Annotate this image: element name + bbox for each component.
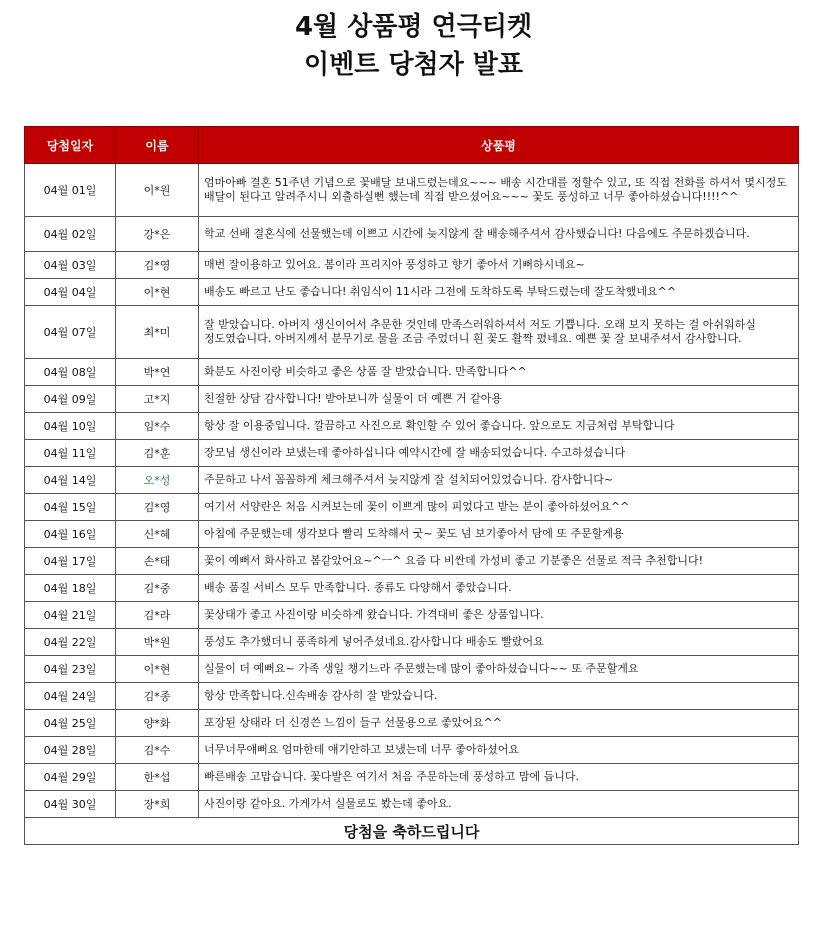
winner-review: 배송 품질 서비스 모두 만족합니다. 종류도 다양해서 좋았습니다.: [199, 575, 799, 602]
table-row: [25, 413, 799, 440]
winner-name: 김*영: [116, 252, 199, 279]
winner-review: 사진이랑 같아요. 가게가서 실물로도 봤는데 좋아요.: [199, 791, 799, 818]
table-row: [25, 386, 799, 413]
header-review: 상품평: [199, 127, 799, 164]
winner-date: 04월 07일: [25, 306, 116, 359]
table-row: [25, 683, 799, 710]
header-name: 이름: [116, 127, 199, 164]
winner-date: 04월 18일: [25, 575, 116, 602]
winner-name: 한*섭: [116, 764, 199, 791]
winner-review: 항상 잘 이용중입니다. 깔끔하고 사진으로 확인할 수 있어 좋습니다. 앞으로도 지금처럼 부탁합니다: [199, 413, 799, 440]
winner-name: 김*라: [116, 602, 199, 629]
winner-date: 04월 28일: [25, 737, 116, 764]
winner-review: 잘 받았습니다. 아버지 생신이어서 추문한 것인데 만족스러워하셔서 저도 기쁩니다. 오래 보지 못하는 걸 아쉬워하실 정도였습니다. 아버지께서 분무기로 물을 조금 주었더니 흰 꽃도 활짝 폈네요. 예쁜 꽃 잘 보내주셔서 감사합니다.: [199, 306, 799, 359]
winner-review: 주문하고 나서 꼼꼼하게 체크해주셔서 늦지않게 잘 설치되어있었습니다. 감사합니다~: [199, 467, 799, 494]
winner-name: 김*중: [116, 575, 199, 602]
winner-name: 이*원: [116, 164, 199, 217]
table-row: [25, 440, 799, 467]
winner-name: 김*영: [116, 494, 199, 521]
congratulations-message: 당첨을 축하드립니다: [25, 818, 799, 845]
table-row: [25, 252, 799, 279]
winner-review: 장모님 생신이라 보냈는데 좋아하십니다 예약시간에 잘 배송되었습니다. 수고하셨습니다: [199, 440, 799, 467]
winner-date: 04월 14일: [25, 467, 116, 494]
winner-review: 엄마아빠 결혼 51주년 기념으로 꽃배달 보내드렸는데요~~~ 배송 시간대를 정할수 있고, 또 직접 전화를 하셔서 몇시정도 배달이 된다고 알려주시니 외출하실뻔 했는데 직접 받으셨어요~~~ 꽃도 풍성하고 너무 좋아하셨습니다!!!!^^: [199, 164, 799, 217]
table-row: [25, 656, 799, 683]
table-row: [25, 164, 799, 217]
winner-name: 고*지: [116, 386, 199, 413]
winner-review: 항상 만족합니다.신속배송 감사히 잘 받았습니다.: [199, 683, 799, 710]
winner-date: 04월 23일: [25, 656, 116, 683]
table-row: [25, 548, 799, 575]
winner-review: 여기서 서양란은 처음 시켜보는데 꽃이 이쁘게 많이 피었다고 받는 분이 좋아하셨어요^^: [199, 494, 799, 521]
page-title-line1: 4월 상품평 연극티켓: [294, 12, 533, 42]
winner-name: 손*태: [116, 548, 199, 575]
winner-name: 박*원: [116, 629, 199, 656]
winner-date: 04월 25일: [25, 710, 116, 737]
table-footer-row: [25, 818, 799, 845]
winner-review: 아침에 주문했는데 생각보다 빨리 도착해서 굿~ 꽃도 넘 보기좋아서 담에 또 주문할게용: [199, 521, 799, 548]
winner-name: 강*은: [116, 217, 199, 252]
winner-name: 최*미: [116, 306, 199, 359]
winner-review: 매번 잘이용하고 있어요. 봄이라 프리지아 풍성하고 향기 좋아서 기뻐하시네요~: [199, 252, 799, 279]
winner-date: 04월 08일: [25, 359, 116, 386]
winner-date: 04월 04일: [25, 279, 116, 306]
winner-name: 장*희: [116, 791, 199, 818]
table-row: [25, 494, 799, 521]
table-row: [25, 359, 799, 386]
winner-review: 빠른배송 고맙습니다. 꽃다발은 여기서 처음 주문하는데 풍성하고 맘에 듭니다.: [199, 764, 799, 791]
table-row: [25, 306, 799, 359]
winner-review: 꽃이 예뻐서 화사하고 봄같았어요~^ㅡ^ 요즘 다 비싼데 가성비 좋고 기분좋은 선물로 적극 추천합니다!: [199, 548, 799, 575]
winner-name: 김*수: [116, 737, 199, 764]
winner-date: 04월 02일: [25, 217, 116, 252]
table-header-row: [25, 127, 799, 164]
winner-date: 04월 30일: [25, 791, 116, 818]
table-row: [25, 217, 799, 252]
winner-date: 04월 17일: [25, 548, 116, 575]
table-row: [25, 521, 799, 548]
winner-name: 신*혜: [116, 521, 199, 548]
winner-name: 김*훈: [116, 440, 199, 467]
table-row: [25, 279, 799, 306]
winner-date: 04월 29일: [25, 764, 116, 791]
winner-name: 이*현: [116, 279, 199, 306]
winner-review: 배송도 빠르고 난도 좋습니다! 취임식이 11시라 그전에 도착하도록 부탁드렸는데 잘도착했네요^^: [199, 279, 799, 306]
table-row: [25, 737, 799, 764]
winner-review: 친절한 상담 감사합니다! 받아보니까 실물이 더 예쁜 거 같아용: [199, 386, 799, 413]
table-row: [25, 764, 799, 791]
winner-date: 04월 01일: [25, 164, 116, 217]
page-title-line2: 이벤트 당첨자 발표: [303, 50, 524, 80]
winner-name: 김*종: [116, 683, 199, 710]
winner-name: 이*현: [116, 656, 199, 683]
table-row: [25, 467, 799, 494]
winner-review: 포장된 상태라 더 신경쓴 느낌이 들구 선물용으로 좋았어요^^: [199, 710, 799, 737]
table-row: [25, 629, 799, 656]
winner-review: 너무너무얘뻐요 엄마한테 얘기안하고 보냈는데 너무 좋아하셨어요: [199, 737, 799, 764]
winners-table: [24, 126, 799, 845]
winner-name: 양*화: [116, 710, 199, 737]
winner-date: 04월 09일: [25, 386, 116, 413]
winner-review: 꽃상태가 좋고 사진이랑 비슷하게 왔습니다. 가격대비 좋은 상품입니다.: [199, 602, 799, 629]
winner-date: 04월 21일: [25, 602, 116, 629]
winner-name: 임*수: [116, 413, 199, 440]
winner-review: 풍성도 추가했더니 풍족하게 넣어주셨네요.감사합니다 배송도 빨랐어요: [199, 629, 799, 656]
table-row: [25, 710, 799, 737]
winner-review: 실물이 더 예뻐요~ 가족 생일 챙기느라 주문했는데 많이 좋아하셨습니다~~ 또 주문할게요: [199, 656, 799, 683]
winner-date: 04월 11일: [25, 440, 116, 467]
winner-review: 화분도 사진이랑 비슷하고 좋은 상품 잘 받았습니다. 만족합니다^^: [199, 359, 799, 386]
table-row: [25, 575, 799, 602]
winner-date: 04월 16일: [25, 521, 116, 548]
table-row: [25, 791, 799, 818]
winner-date: 04월 10일: [25, 413, 116, 440]
header-date: 당첨일자: [25, 127, 116, 164]
winner-name: 박*연: [116, 359, 199, 386]
winner-review: 학교 선배 결혼식에 선물했는데 이쁘고 시간에 늦지않게 잘 배송해주셔서 감사했습니다! 다음에도 주문하겠습니다.: [199, 217, 799, 252]
winner-date: 04월 03일: [25, 252, 116, 279]
winner-date: 04월 24일: [25, 683, 116, 710]
table-row: [25, 602, 799, 629]
winner-name: 오*성: [116, 467, 199, 494]
winner-date: 04월 22일: [25, 629, 116, 656]
winner-date: 04월 15일: [25, 494, 116, 521]
